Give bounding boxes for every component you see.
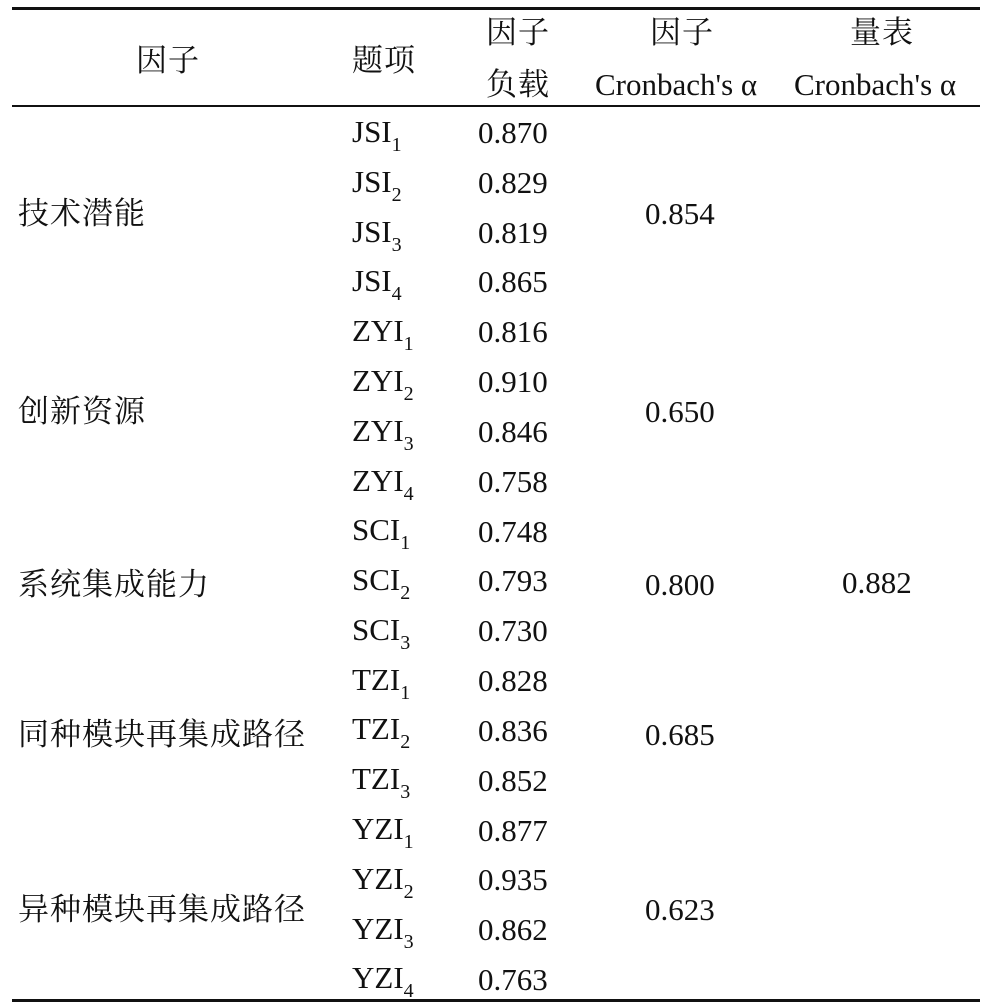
loading-value: 0.828	[478, 663, 548, 698]
item-code: $SCI_2$	[352, 562, 411, 604]
item-code: $SCI_1$	[352, 512, 411, 554]
header-scale-alpha-line1: 量表	[850, 15, 914, 50]
item-code: $YZI_4$	[352, 960, 414, 1002]
item-code: $ZYI_4$	[352, 463, 414, 505]
loading-value: 0.852	[478, 763, 548, 798]
item-code: $TZI_2$	[352, 711, 411, 753]
loading-value: 0.793	[478, 563, 548, 598]
loading-value: 0.862	[478, 912, 548, 947]
loading-value: 0.870	[478, 115, 548, 150]
loading-value: 0.829	[478, 165, 548, 200]
header-loading-line1: 因子	[486, 15, 550, 50]
factor-alpha-value: 0.685	[645, 717, 715, 752]
factor-alpha-value: 0.623	[645, 892, 715, 927]
item-code: $YZI_2$	[352, 861, 414, 903]
loading-value: 0.763	[478, 962, 548, 997]
loading-value: 0.816	[478, 314, 548, 349]
header-item: 题项	[352, 43, 416, 78]
loading-value: 0.836	[478, 713, 548, 748]
item-code: $TZI_3$	[352, 761, 411, 803]
scale-alpha-value: 0.882	[842, 565, 912, 600]
loading-value: 0.819	[478, 215, 548, 250]
header-factor-alpha-line1: 因子	[650, 15, 714, 50]
header-scale-alpha-line2: Cronbach's α	[794, 67, 957, 102]
loading-value: 0.877	[478, 813, 548, 848]
item-code: $JSI_4$	[352, 263, 402, 305]
item-code: $JSI_3$	[352, 214, 402, 256]
item-code: $YZI_1$	[352, 811, 414, 853]
table-header-rule	[12, 105, 980, 107]
loading-value: 0.730	[478, 613, 548, 648]
loading-value: 0.935	[478, 862, 548, 897]
item-code: $ZYI_1$	[352, 313, 414, 355]
item-code: $JSI_1$	[352, 114, 402, 156]
table-bottom-rule	[12, 999, 980, 1002]
item-code: $ZYI_2$	[352, 363, 414, 405]
item-code: $YZI_3$	[352, 911, 414, 953]
table-top-rule	[12, 7, 980, 10]
item-code: $JSI_2$	[352, 164, 402, 206]
header-loading-line2: 负载	[486, 67, 550, 102]
factor-label: 异种模块再集成路径	[18, 892, 306, 927]
loading-value: 0.748	[478, 514, 548, 549]
factor-label: 创新资源	[18, 394, 146, 429]
header-factor: 因子	[136, 43, 200, 78]
loading-value: 0.758	[478, 464, 548, 499]
factor-label: 系统集成能力	[18, 567, 210, 602]
item-code: $ZYI_3$	[352, 413, 414, 455]
factor-alpha-value: 0.854	[645, 196, 715, 231]
loading-value: 0.910	[478, 364, 548, 399]
factor-label: 技术潜能	[18, 196, 146, 231]
loading-value: 0.865	[478, 264, 548, 299]
item-code: $SCI_3$	[352, 612, 411, 654]
item-code: $TZI_1$	[352, 662, 411, 704]
factor-alpha-value: 0.650	[645, 394, 715, 429]
header-factor-alpha-line2: Cronbach's α	[595, 67, 758, 102]
factor-label: 同种模块再集成路径	[18, 717, 306, 752]
factor-alpha-value: 0.800	[645, 567, 715, 602]
loading-value: 0.846	[478, 414, 548, 449]
